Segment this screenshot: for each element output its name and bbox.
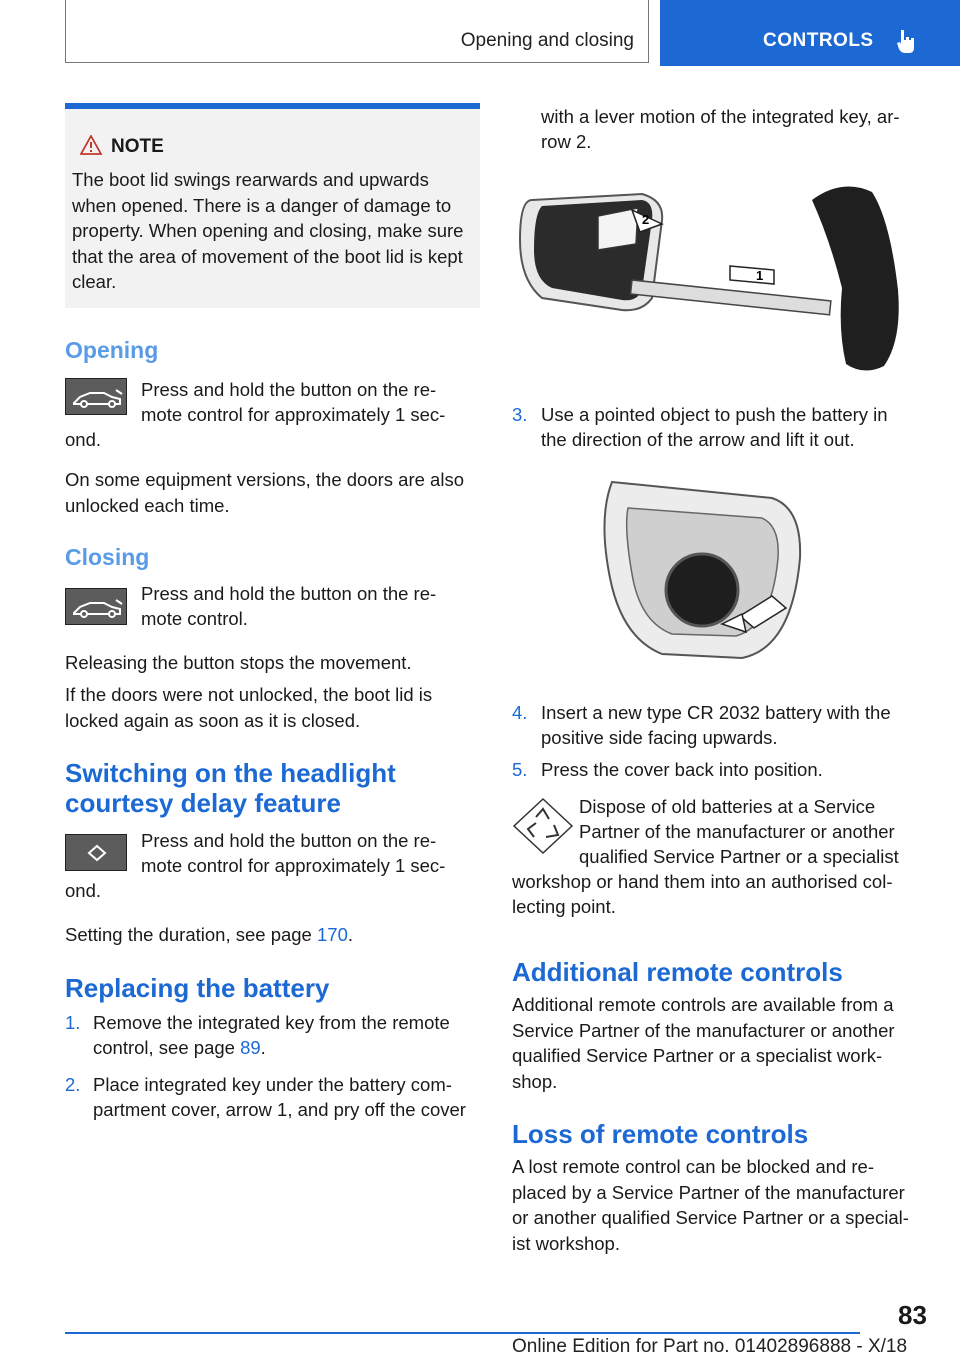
footer-rule (65, 1332, 860, 1334)
step-number: 3. (512, 404, 528, 425)
step2-line2: partment cover, arrow 1, and pry off the cover (93, 1099, 466, 1120)
loss-remote-heading: Loss of remote controls (512, 1119, 809, 1149)
loss-remote-text: A lost remote control can be blocked and re-placed by a Service Partner of the manufacturer or another qualified Service Partner or a special-ist workshop. (512, 1156, 909, 1254)
header-section-title: Opening and closing (460, 30, 634, 51)
page-number: 83 (898, 1300, 927, 1330)
note-box (65, 103, 480, 308)
recycle-text-line3: qualified Service Partner or a specialist (579, 846, 899, 867)
additional-remote-heading: Additional remote controls (512, 957, 843, 987)
recycle-text-line4: workshop or hand them into an authorised col- (512, 871, 893, 892)
step2-line4: row 2. (541, 131, 592, 152)
header-chapter-tab[interactable] (660, 0, 960, 66)
step1-suffix: . (260, 1037, 266, 1058)
additional-remote-text: Additional remote controls are available from a Service Partner of the manufacturer or another qualified Service Partner or a specialist work-shop. (512, 994, 895, 1092)
key-removal-figure (512, 180, 912, 380)
step1-line1: Remove the integrated key from the remote (93, 1012, 450, 1033)
headlight-heading-line2: courtesy delay feature (65, 788, 342, 818)
battery-compartment-figure (592, 478, 812, 678)
opening-heading: Opening (65, 337, 159, 363)
note-text: The boot lid swings rearwards and upwards when opened. There is a danger of damage to property. When opening and closing, make sure that the area of movement of the boot lid is kept clear. (72, 169, 464, 292)
duration-text-suffix: . (347, 924, 354, 945)
recycle-icon (512, 797, 574, 860)
svg-text:1: 1 (756, 268, 764, 283)
step1-line2 (93, 1035, 266, 1061)
headlight-duration-text (65, 922, 353, 948)
opening-text-line3: ond. (65, 429, 102, 450)
step3-line1: Use a pointed object to push the battery in (541, 404, 888, 425)
closing-locked-text: If the doors were not unlocked, the boot lid is locked again as soon as it is closed. (65, 684, 433, 731)
headlight-heading-line1: Switching on the headlight (65, 758, 396, 788)
page-link-170[interactable]: 170 (317, 924, 348, 945)
step3-line2: the direction of the arrow and lift it out. (541, 429, 855, 450)
step-number: 5. (512, 759, 528, 780)
recycle-text-line1: Dispose of old batteries at a Service (579, 796, 876, 817)
page-link-89[interactable]: 89 (240, 1037, 261, 1058)
note-title: NOTE (111, 136, 164, 157)
arrow-1-label (730, 266, 774, 284)
trunk-button-icon (65, 588, 127, 625)
headlight-text-line1: Press and hold the button on the re- (141, 830, 437, 851)
step1-text: control, see page (93, 1037, 241, 1058)
step-number: 2. (65, 1074, 81, 1095)
recycle-text-line2: Partner of the manufacturer or another (579, 821, 895, 842)
hand-pointer-icon (896, 28, 918, 59)
closing-text-line1: Press and hold the button on the re- (141, 583, 437, 604)
step-number: 4. (512, 702, 528, 723)
recycle-text-line5: lecting point. (512, 896, 616, 917)
closing-release-text: Releasing the button stops the movement. (65, 652, 412, 673)
footer-edition: Online Edition for Part no. 01402896888 - X/18 (512, 1336, 908, 1357)
headlight-button-icon (65, 834, 127, 871)
headlight-text-line2: mote control for approximately 1 sec- (141, 855, 446, 876)
step5-line1: Press the cover back into position. (541, 759, 823, 780)
warning-triangle-icon (80, 135, 102, 160)
step-number: 1. (65, 1012, 81, 1033)
closing-text-line2: mote control. (141, 608, 248, 629)
closing-heading: Closing (65, 544, 150, 570)
opening-text-line1: Press and hold the button on the re- (141, 379, 437, 400)
headlight-text-line3: ond. (65, 880, 102, 901)
step2-line3: with a lever motion of the integrated key, ar- (541, 106, 900, 127)
opening-equipment-text: On some equipment versions, the doors are also unlocked each time. (65, 469, 464, 516)
trunk-button-icon (65, 378, 127, 415)
battery-heading: Replacing the battery (65, 973, 330, 1003)
opening-text-line2: mote control for approximately 1 sec- (141, 404, 446, 425)
step4-line1: Insert a new type CR 2032 battery with the (541, 702, 891, 723)
duration-text-prefix: Setting the duration, see page (65, 924, 317, 945)
header-section-box (65, 0, 649, 63)
step4-line2: positive side facing upwards. (541, 727, 778, 748)
svg-text:2: 2 (642, 212, 650, 227)
step2-line1: Place integrated key under the battery com- (93, 1074, 452, 1095)
header-chapter-label: CONTROLS (763, 30, 874, 51)
